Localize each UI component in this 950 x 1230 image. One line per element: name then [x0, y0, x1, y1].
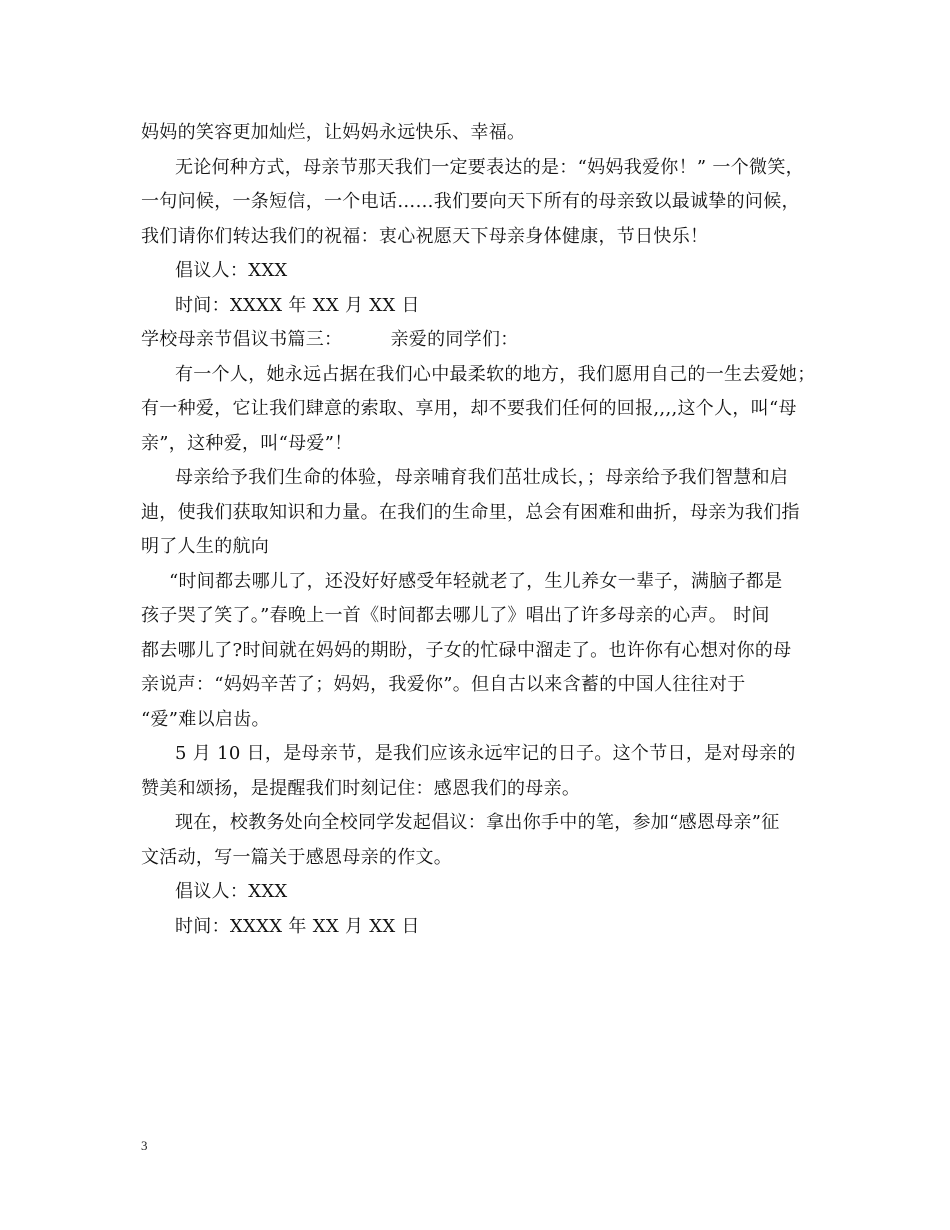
text-line: “时间都去哪儿了，还没好好感受年轻就老了，生儿养女一辈子，满脑子都是	[169, 570, 783, 592]
text-line: 无论何种方式，母亲节那天我们一定要表达的是：“妈妈我爱你！” 一个微笑，	[175, 156, 804, 178]
document-body	[141, 116, 816, 944]
text-line: 亲说声：“妈妈辛苦了；妈妈，我爱你”。但自古以来含蓄的中国人往往对于	[141, 674, 746, 695]
text-line: 我们请你们转达我们的祝福：衷心祝愿天下母亲身体健康，节日快乐！	[141, 225, 709, 247]
text-line: “爱”难以启齿。	[141, 708, 270, 730]
text-line: 孩子哭了笑了。”春晚上一首《时间都去哪儿了》唱出了许多母亲的心声。 时间	[141, 605, 770, 626]
text-line: 一句问候，一条短信，一个电话……我们要向天下所有的母亲致以最诚挚的问候，	[141, 191, 800, 212]
text-line: 文活动，写一篇关于感恩母亲的作文。	[141, 846, 453, 868]
text-line: 迪，使我们获取知识和力量。在我们的生命里，总会有困难和曲折，母亲为我们指	[141, 501, 800, 523]
text-line: 亲”，这种爱，叫“母爱”！	[141, 432, 353, 454]
proposer-line: 倡议人：XXX	[175, 260, 288, 281]
text-line: 妈妈的笑容更加灿烂，让妈妈永远快乐、幸福。	[141, 122, 526, 143]
text-line: 母亲给予我们生命的体验，母亲哺育我们茁壮成长，；母亲给予我们智慧和启	[175, 467, 789, 488]
text-line: 现在，校教务处向全校同学发起倡议：拿出你手中的笔，参加“感恩母亲”征	[175, 812, 780, 833]
text-line: 都去哪儿了?时间就在妈妈的期盼，子女的忙碌中溜走了。也许你有心想对你的母	[141, 639, 792, 661]
page-number: 3	[141, 1138, 148, 1153]
proposer-line: 倡议人：XXX	[175, 881, 288, 902]
date-line: 时间：XXXX 年 XX 月 XX 日	[175, 294, 420, 316]
text-line: 有一种爱，它让我们肆意的索取、享用，却不要我们任何的回报,,,,这个人，叫“母	[141, 398, 797, 419]
section-heading: 学校母亲节倡议书篇三： 亲爱的同学们：	[141, 329, 519, 350]
text-line: 5 月 10 日，是母亲节，是我们应该永远牢记的日子。这个节日，是对母亲的	[175, 743, 796, 764]
text-line: 明了人生的航向	[141, 536, 270, 557]
date-line: 时间：XXXX 年 XX 月 XX 日	[175, 915, 420, 937]
text-line: 赞美和颂扬，是提醒我们时刻记住：感恩我们的母亲。	[141, 777, 581, 799]
text-line: 有一个人，她永远占据在我们心中最柔软的地方，我们愿用自己的一生去爱她；	[175, 363, 816, 385]
